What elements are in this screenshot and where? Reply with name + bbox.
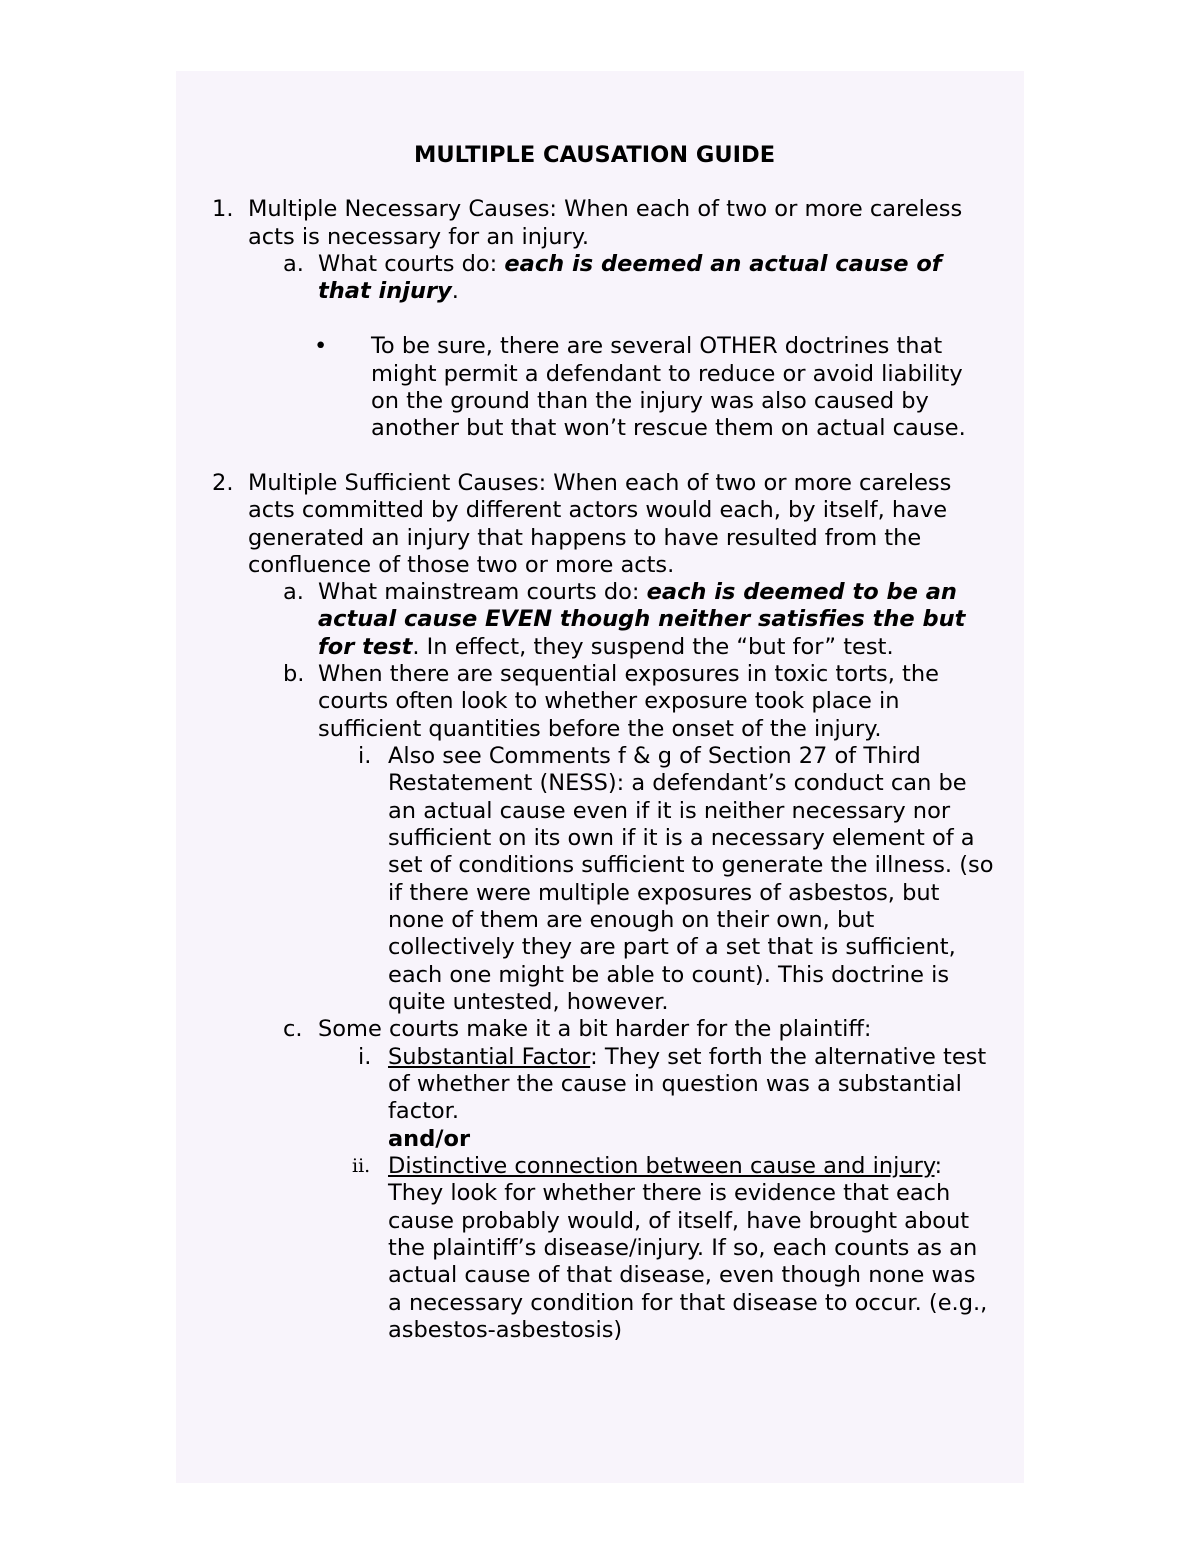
item-2b-letter: b.	[283, 661, 305, 687]
item-2b-i-line-1: Also see Comments f & g of Section 27 of Third	[388, 743, 921, 769]
item-2-line-3: generated an injury that happens to have resulted from the	[248, 525, 922, 551]
item-2c-ii-line-6: a necessary condition for that disease to occur. (e.g.,	[388, 1290, 988, 1316]
item-2-number: 2.	[212, 470, 234, 496]
item-2a-emphasis-3: for test	[318, 634, 413, 660]
item-2a-prefix: What mainstream courts do:	[318, 579, 647, 605]
item-1a-letter: a.	[283, 251, 304, 277]
item-2c-i-rest: : They set forth the alternative test	[590, 1044, 987, 1070]
bullet-line-3: on the ground than the injury was also caused by	[371, 388, 929, 414]
item-2b-i-line-7: none of them are enough on their own, but	[388, 907, 875, 933]
item-2b-i-line-6: if there were multiple exposures of asbestos, but	[388, 880, 940, 906]
item-2c-i-numeral: i.	[358, 1044, 372, 1070]
item-2c-letter: c.	[283, 1016, 303, 1042]
bullet-line-4: another but that won’t rescue them on actual cause.	[371, 415, 966, 441]
item-2b-line-3: sufficient quantities before the onset of the injury.	[318, 716, 882, 742]
bullet-icon: •	[314, 333, 328, 359]
item-1-line-2: acts is necessary for an injury.	[248, 224, 590, 250]
item-2c-ii-line-3: cause probably would, of itself, have brought about	[388, 1208, 970, 1234]
item-2a-emphasis-1: each is deemed to be an	[646, 579, 957, 605]
item-2b-i-line-5: set of conditions sufficient to generate the illness. (so	[388, 852, 994, 878]
bullet-line-2: might permit a defendant to reduce or avoid liability	[371, 361, 963, 387]
item-2-line-1: Multiple Sufficient Causes: When each of two or more careless	[248, 470, 952, 496]
item-2a-suffix: . In effect, they suspend the “but for” test.	[412, 634, 894, 660]
item-1a-emphasis-2: that injury	[318, 278, 452, 304]
item-1a-line-1	[318, 251, 942, 278]
item-2c-i-line-2: of whether the cause in question was a substantial	[388, 1071, 962, 1097]
item-2a-line-1	[318, 579, 957, 606]
distinctive-connection-heading: Distinctive connection between cause and injury	[388, 1153, 935, 1179]
item-2c-ii-line-5: actual cause of that disease, even though none was	[388, 1262, 976, 1288]
item-2b-i-line-4: sufficient on its own if it is a necessary element of a	[388, 825, 975, 851]
item-1a-emphasis-1: each is deemed an actual cause of	[504, 251, 942, 277]
item-2b-i-line-10: quite untested, however.	[388, 989, 669, 1015]
item-2c-text: Some courts make it a bit harder for the plaintiff:	[318, 1016, 872, 1042]
item-2-line-2: acts committed by different actors would each, by itself, have	[248, 497, 948, 523]
and-or-connector: and/or	[388, 1126, 471, 1152]
item-2b-i-line-9: each one might be able to count). This doctrine is	[388, 962, 950, 988]
item-2b-i-line-3: an actual cause even if it is neither necessary nor	[388, 798, 951, 824]
item-2c-i-line-1	[388, 1044, 986, 1071]
item-2c-i-line-3: factor.	[388, 1098, 460, 1124]
item-1-line-1: Multiple Necessary Causes: When each of two or more careless	[248, 196, 963, 222]
item-1-number: 1.	[212, 196, 234, 222]
item-2c-ii-numeral: ii.	[352, 1155, 371, 1177]
item-2b-i-line-2: Restatement (NESS): a defendant’s conduct can be	[388, 770, 967, 796]
bullet-line-1: To be sure, there are several OTHER doctrines that	[371, 333, 943, 359]
item-2a-emphasis-2: actual cause EVEN though neither satisfies the but	[318, 606, 966, 632]
item-1a-suffix: .	[451, 278, 459, 304]
item-2b-line-2: courts often look to whether exposure took place in	[318, 688, 900, 714]
item-2-line-4: confluence of those two or more acts.	[248, 552, 675, 578]
item-2c-ii-line-7: asbestos-asbestosis)	[388, 1317, 623, 1343]
item-2c-ii-line-4: the plaintiff’s disease/injury. If so, each counts as an	[388, 1235, 978, 1261]
item-2c-ii-rest: :	[934, 1153, 943, 1179]
item-2b-line-1: When there are sequential exposures in toxic torts, the	[318, 661, 939, 687]
item-2c-ii-line-2: They look for whether there is evidence that each	[388, 1180, 951, 1206]
item-2c-ii-line-1	[388, 1153, 942, 1180]
item-2b-i-line-8: collectively they are part of a set that is sufficient,	[388, 934, 956, 960]
item-2a-letter: a.	[283, 579, 304, 605]
document-title: MULTIPLE CAUSATION GUIDE	[414, 142, 776, 168]
item-1a-line-2	[318, 278, 459, 305]
substantial-factor-heading: Substantial Factor	[388, 1044, 591, 1070]
item-2b-i-numeral: i.	[358, 743, 372, 769]
item-1a-prefix: What courts do:	[318, 251, 505, 277]
item-2a-line-3	[318, 634, 894, 661]
